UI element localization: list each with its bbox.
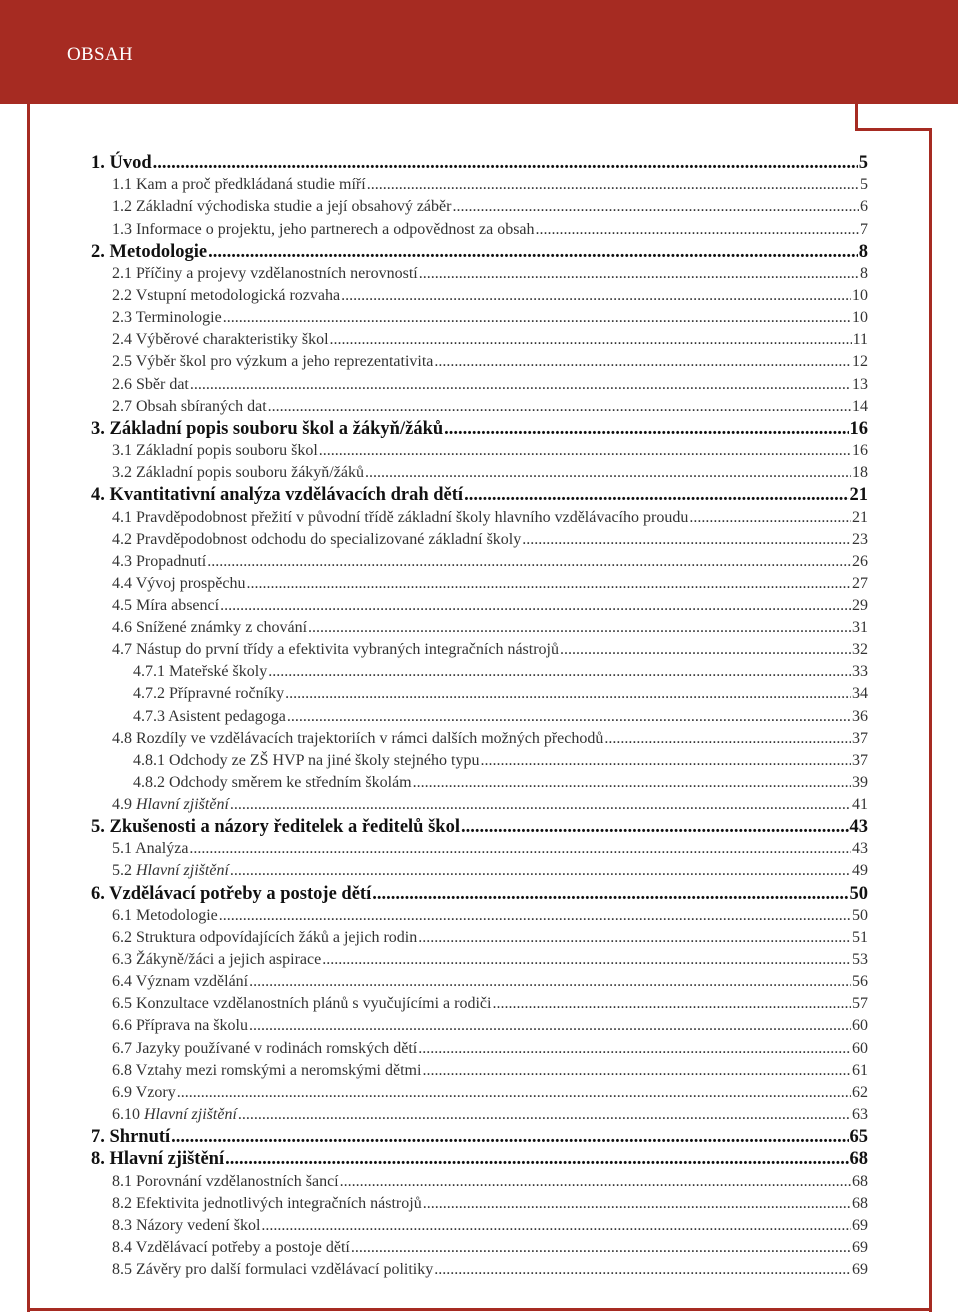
frame-bottom-border bbox=[27, 1308, 932, 1311]
toc-entry-title bbox=[91, 241, 207, 263]
toc-page-number: 68 bbox=[849, 1149, 868, 1170]
toc-dot-leader bbox=[434, 1259, 851, 1281]
toc-section[interactable] bbox=[91, 794, 868, 816]
toc-page-number: 8 bbox=[858, 241, 868, 262]
toc-page-number: 37 bbox=[852, 729, 868, 747]
toc-entry-text: 1.1 Kam a proč předkládaná studie míří bbox=[112, 176, 366, 194]
toc-entry-title bbox=[91, 1126, 170, 1148]
toc-page-number: 27 bbox=[852, 574, 868, 592]
toc-dot-leader bbox=[268, 396, 851, 418]
toc-page-number: 68 bbox=[852, 1172, 868, 1190]
header-band bbox=[0, 0, 958, 104]
toc-entry-text: Hlavní zjištění bbox=[144, 1105, 237, 1123]
toc-entry-title bbox=[112, 219, 535, 241]
toc-dot-leader bbox=[153, 152, 858, 174]
toc-dot-leader bbox=[220, 595, 851, 617]
toc-section[interactable] bbox=[91, 196, 868, 218]
toc-entry-title bbox=[112, 860, 229, 882]
toc-page-number: 16 bbox=[852, 442, 868, 460]
toc-page-number: 21 bbox=[852, 508, 868, 526]
toc-entry-text: 5. Zkušenosti a názory ředitelek a ředitelů škol bbox=[91, 817, 460, 837]
toc-entry-title bbox=[91, 484, 463, 506]
toc-section[interactable] bbox=[91, 462, 868, 484]
toc-entry-text: 6.1 Metodologie bbox=[112, 906, 218, 924]
toc-dot-leader bbox=[246, 573, 851, 595]
toc-entry-text: Hlavní zjištění bbox=[136, 862, 229, 880]
toc-page-number: 12 bbox=[852, 353, 868, 371]
toc-page-number: 53 bbox=[852, 951, 868, 969]
toc-dot-leader bbox=[461, 816, 849, 838]
toc-entry-text: 6.2 Struktura odpovídajících žáků a jejich rodin bbox=[112, 929, 418, 947]
toc-entry-text: 4.8.1 Odchody ze ZŠ HVP na jiné školy stejného typu bbox=[133, 751, 480, 769]
toc-entry-text: 2.5 Výběr škol pro výzkum a jeho reprezentativita bbox=[112, 353, 434, 371]
toc-entry-title bbox=[133, 750, 479, 772]
toc-entry-title bbox=[112, 263, 418, 285]
toc-section[interactable] bbox=[91, 639, 868, 661]
toc-dot-leader bbox=[423, 1193, 851, 1215]
toc-page-number: 69 bbox=[852, 1238, 868, 1256]
toc-entry-title bbox=[112, 196, 451, 218]
toc-section[interactable] bbox=[91, 219, 868, 241]
toc-dot-leader bbox=[268, 661, 851, 683]
toc-subsection[interactable] bbox=[91, 750, 868, 772]
toc-section[interactable] bbox=[91, 374, 868, 396]
toc-section[interactable] bbox=[91, 971, 868, 993]
toc-entry-text: 2. Metodologie bbox=[91, 241, 208, 262]
toc-chapter[interactable] bbox=[91, 1148, 868, 1170]
toc-entry-title bbox=[112, 993, 491, 1015]
toc-entry-text: Hlavní zjištění bbox=[136, 795, 229, 813]
toc-dot-leader bbox=[341, 285, 851, 307]
toc-entry-title bbox=[112, 285, 340, 307]
toc-section[interactable] bbox=[91, 285, 868, 307]
toc-section[interactable] bbox=[91, 1171, 868, 1193]
table-of-contents bbox=[91, 152, 868, 1281]
toc-page-number: 63 bbox=[852, 1105, 868, 1123]
toc-entry-title bbox=[112, 595, 219, 617]
toc-entry-text: 4.8 Rozdíly ve vzdělávacích trajektoriích v rámci dalších možných přechodů bbox=[112, 729, 604, 747]
toc-entry-title bbox=[133, 706, 286, 728]
toc-dot-leader bbox=[219, 905, 851, 927]
toc-dot-leader bbox=[413, 772, 851, 794]
toc-page-number: 57 bbox=[852, 995, 868, 1013]
toc-entry-title bbox=[112, 551, 206, 573]
toc-section[interactable] bbox=[91, 905, 868, 927]
toc-dot-leader bbox=[285, 683, 851, 705]
toc-entry-text: 3.1 Základní popis souboru škol bbox=[112, 442, 318, 460]
toc-entry-title bbox=[112, 396, 267, 418]
toc-section[interactable] bbox=[91, 927, 868, 949]
toc-dot-leader bbox=[536, 219, 859, 241]
toc-page-number: 7 bbox=[860, 220, 868, 238]
toc-page-number: 61 bbox=[852, 1061, 868, 1079]
toc-section[interactable] bbox=[91, 263, 868, 285]
toc-chapter[interactable] bbox=[91, 816, 868, 838]
toc-entry-title bbox=[112, 462, 364, 484]
toc-page-number: 33 bbox=[852, 663, 868, 681]
toc-entry-text: 1.3 Informace o projektu, jeho partnerech a odpovědnost za obsah bbox=[112, 220, 535, 238]
toc-section[interactable] bbox=[91, 595, 868, 617]
toc-page-number: 21 bbox=[849, 485, 868, 506]
toc-dot-leader bbox=[190, 374, 851, 396]
toc-chapter[interactable] bbox=[91, 883, 868, 905]
toc-entry-text: 4.1 Pravděpodobnost přežití v původní třídě základní školy hlavního vzdělávacího proudu bbox=[112, 508, 689, 526]
toc-entry-title bbox=[112, 1193, 422, 1215]
toc-dot-leader bbox=[444, 418, 848, 440]
toc-entry-title bbox=[133, 683, 284, 705]
toc-section[interactable] bbox=[91, 728, 868, 750]
toc-page-number: 36 bbox=[852, 707, 868, 725]
toc-page-number: 18 bbox=[852, 464, 868, 482]
toc-entry-text: 2.3 Terminologie bbox=[112, 309, 222, 327]
toc-section[interactable] bbox=[91, 329, 868, 351]
toc-dot-leader bbox=[464, 484, 848, 506]
toc-page-number: 34 bbox=[852, 685, 868, 703]
toc-dot-leader bbox=[177, 1082, 851, 1104]
toc-section[interactable] bbox=[91, 949, 868, 971]
toc-dot-leader bbox=[480, 750, 851, 772]
toc-dot-leader bbox=[208, 241, 858, 263]
toc-entry-text: 4.8.2 Odchody směrem ke středním školám bbox=[133, 773, 412, 791]
toc-page-number: 43 bbox=[852, 840, 868, 858]
toc-page-number: 49 bbox=[852, 862, 868, 880]
toc-entry-text: 4.3 Propadnutí bbox=[112, 552, 207, 570]
toc-section[interactable] bbox=[91, 838, 868, 860]
toc-section[interactable] bbox=[91, 396, 868, 418]
toc-dot-leader bbox=[492, 993, 851, 1015]
toc-dot-leader bbox=[249, 1015, 851, 1037]
toc-entry-text: 2.4 Výběrové charakteristiky škol bbox=[112, 331, 329, 349]
toc-entry-title bbox=[112, 617, 307, 639]
toc-dot-leader bbox=[261, 1215, 851, 1237]
toc-chapter[interactable] bbox=[91, 1126, 868, 1148]
toc-entry-text: 8.1 Porovnání vzdělanostních šancí bbox=[112, 1172, 339, 1190]
toc-page-number: 10 bbox=[852, 309, 868, 327]
toc-entry-title bbox=[91, 816, 460, 838]
toc-entry-title bbox=[91, 152, 152, 174]
toc-dot-leader bbox=[322, 949, 851, 971]
toc-entry-text: 6. Vzdělávací potřeby a postoje dětí bbox=[91, 883, 372, 904]
toc-entry-text: 8.5 Závěry pro další formulaci vzdělávací politiky bbox=[112, 1261, 434, 1279]
toc-dot-leader bbox=[419, 263, 859, 285]
toc-entry-title bbox=[112, 440, 318, 462]
toc-entry-number: 6.10 bbox=[112, 1105, 144, 1123]
toc-entry-text: 4.7.2 Přípravné ročníky bbox=[133, 685, 285, 703]
toc-dot-leader bbox=[418, 927, 851, 949]
frame-notch-horizontal bbox=[855, 128, 932, 131]
toc-entry-title bbox=[91, 1148, 224, 1170]
toc-chapter[interactable] bbox=[91, 152, 868, 174]
toc-entry-title bbox=[112, 507, 688, 529]
toc-entry-text: 1. Úvod bbox=[91, 153, 152, 173]
toc-dot-leader bbox=[365, 462, 851, 484]
toc-dot-leader bbox=[434, 351, 851, 373]
toc-entry-title bbox=[112, 1015, 248, 1037]
toc-page-number: 50 bbox=[852, 906, 868, 924]
toc-entry-text: 1.2 Základní východiska studie a její obsahový záběr bbox=[112, 198, 452, 216]
frame-right-border bbox=[929, 128, 932, 1312]
toc-entry-text: 2.6 Sběr dat bbox=[112, 375, 189, 393]
toc-dot-leader bbox=[422, 1060, 851, 1082]
toc-entry-title bbox=[112, 728, 603, 750]
toc-page-number: 11 bbox=[852, 331, 868, 349]
toc-page-number: 60 bbox=[852, 1017, 868, 1035]
toc-section[interactable] bbox=[91, 993, 868, 1015]
toc-entry-title bbox=[112, 1237, 350, 1259]
toc-entry-title bbox=[112, 794, 229, 816]
toc-page-number: 60 bbox=[852, 1039, 868, 1057]
frame-notch-vertical bbox=[855, 104, 858, 131]
toc-page-number: 6 bbox=[860, 198, 868, 216]
toc-page-number: 23 bbox=[852, 530, 868, 548]
toc-dot-leader bbox=[330, 329, 852, 351]
toc-section[interactable] bbox=[91, 507, 868, 529]
toc-page-number: 32 bbox=[852, 641, 868, 659]
toc-entry-text: 2.1 Příčiny a projevy vzdělanostních nerovností bbox=[112, 265, 418, 283]
toc-section[interactable] bbox=[91, 1215, 868, 1237]
toc-entry-number: 5.2 bbox=[112, 862, 136, 880]
toc-dot-leader bbox=[522, 529, 851, 551]
toc-section[interactable] bbox=[91, 1193, 868, 1215]
toc-entry-title bbox=[112, 329, 329, 351]
toc-entry-title bbox=[112, 1104, 237, 1126]
toc-entry-text: 4.2 Pravděpodobnost odchodu do specializované základní školy bbox=[112, 530, 522, 548]
toc-entry-title bbox=[112, 351, 433, 373]
toc-dot-leader bbox=[367, 174, 859, 196]
toc-entry-text: 3. Základní popis souboru škol a žákyň/žáků bbox=[91, 418, 444, 439]
toc-dot-leader bbox=[372, 883, 848, 905]
toc-entry-text: 6.7 Jazyky používané v rodinách romských dětí bbox=[112, 1039, 418, 1057]
toc-section[interactable] bbox=[91, 1259, 868, 1281]
frame-left-border bbox=[27, 104, 30, 1312]
toc-entry-text: 8.2 Efektivita jednotlivých integračních nástrojů bbox=[112, 1194, 422, 1212]
toc-entry-title bbox=[112, 529, 521, 551]
toc-page-number: 26 bbox=[852, 552, 868, 570]
toc-entry-title bbox=[112, 949, 321, 971]
toc-entry-text: 4.6 Snížené známky z chování bbox=[112, 619, 308, 637]
toc-page-number: 5 bbox=[858, 153, 868, 173]
toc-dot-leader bbox=[351, 1237, 851, 1259]
toc-entry-title bbox=[112, 927, 417, 949]
toc-entry-text: 4.7.3 Asistent pedagoga bbox=[133, 707, 286, 725]
toc-page-number: 43 bbox=[849, 817, 868, 837]
toc-page-number: 37 bbox=[852, 751, 868, 769]
toc-entry-text: 4.5 Míra absencí bbox=[112, 597, 220, 615]
toc-page-number: 69 bbox=[852, 1216, 868, 1234]
toc-entry-text: 4.7.1 Mateřské školy bbox=[133, 663, 268, 681]
toc-section[interactable] bbox=[91, 307, 868, 329]
toc-page-number: 62 bbox=[852, 1083, 868, 1101]
toc-entry-title bbox=[91, 418, 443, 440]
toc-page-number: 69 bbox=[852, 1261, 868, 1279]
toc-section[interactable] bbox=[91, 1015, 868, 1037]
toc-subsection[interactable] bbox=[91, 661, 868, 683]
toc-page-number: 39 bbox=[852, 773, 868, 791]
toc-entry-title bbox=[112, 838, 188, 860]
toc-entry-title bbox=[112, 1171, 339, 1193]
toc-entry-text: 6.6 Příprava na školu bbox=[112, 1017, 248, 1035]
toc-entry-title bbox=[133, 661, 267, 683]
toc-section[interactable] bbox=[91, 1060, 868, 1082]
toc-entry-text: 4. Kvantitativní analýza vzdělávacích drah dětí bbox=[91, 485, 464, 506]
toc-section[interactable] bbox=[91, 351, 868, 373]
toc-dot-leader bbox=[418, 1038, 851, 1060]
toc-page-number: 10 bbox=[852, 287, 868, 305]
toc-section[interactable] bbox=[91, 1237, 868, 1259]
toc-page-number: 8 bbox=[860, 265, 868, 283]
toc-dot-leader bbox=[319, 440, 851, 462]
toc-chapter[interactable] bbox=[91, 484, 868, 506]
toc-entry-title bbox=[133, 772, 412, 794]
toc-dot-leader bbox=[560, 639, 851, 661]
toc-dot-leader bbox=[238, 1104, 851, 1126]
toc-entry-number: 4.9 bbox=[112, 795, 136, 813]
toc-entry-title bbox=[112, 1060, 421, 1082]
toc-entry-title bbox=[112, 374, 189, 396]
toc-subsection[interactable] bbox=[91, 772, 868, 794]
toc-page-number: 41 bbox=[852, 795, 868, 813]
toc-section[interactable] bbox=[91, 1082, 868, 1104]
toc-entry-text: 3.2 Základní popis souboru žákyň/žáků bbox=[112, 464, 364, 482]
toc-page-number: 29 bbox=[852, 597, 868, 615]
toc-dot-leader bbox=[171, 1126, 848, 1148]
toc-entry-text: 4.4 Vývoj prospěchu bbox=[112, 574, 246, 592]
toc-page-number: 14 bbox=[852, 397, 868, 415]
toc-section[interactable] bbox=[91, 617, 868, 639]
toc-entry-text: 6.5 Konzultace vzdělanostních plánů s vyučujícími a rodiči bbox=[112, 995, 492, 1013]
toc-subsection[interactable] bbox=[91, 706, 868, 728]
toc-section[interactable] bbox=[91, 860, 868, 882]
toc-entry-text: 6.4 Význam vzdělání bbox=[112, 973, 249, 991]
toc-dot-leader bbox=[689, 507, 851, 529]
toc-entry-text: 8.4 Vzdělávací potřeby a postoje dětí bbox=[112, 1238, 350, 1256]
toc-entry-text: 5.1 Analýza bbox=[112, 840, 189, 858]
toc-entry-text: 8.3 Názory vedení škol bbox=[112, 1216, 261, 1234]
toc-page-number: 56 bbox=[852, 973, 868, 991]
toc-page-number: 5 bbox=[860, 176, 868, 194]
toc-dot-leader bbox=[249, 971, 851, 993]
toc-chapter[interactable] bbox=[91, 418, 868, 440]
toc-entry-title bbox=[91, 883, 371, 905]
toc-section[interactable] bbox=[91, 551, 868, 573]
toc-dot-leader bbox=[230, 860, 851, 882]
toc-dot-leader bbox=[230, 794, 851, 816]
toc-entry-title bbox=[112, 1038, 417, 1060]
toc-page-number: 13 bbox=[852, 375, 868, 393]
page-title: OBSAH bbox=[67, 44, 133, 65]
toc-dot-leader bbox=[225, 1148, 848, 1170]
toc-dot-leader bbox=[287, 706, 851, 728]
toc-chapter[interactable] bbox=[91, 241, 868, 263]
toc-entry-title bbox=[112, 1082, 176, 1104]
toc-entry-text: 8. Hlavní zjištění bbox=[91, 1149, 225, 1170]
toc-dot-leader bbox=[452, 196, 859, 218]
toc-entry-text: 6.3 Žákyně/žáci a jejich aspirace bbox=[112, 951, 322, 969]
toc-section[interactable] bbox=[91, 1038, 868, 1060]
toc-page-number: 31 bbox=[852, 619, 868, 637]
toc-entry-title bbox=[112, 971, 248, 993]
toc-entry-text: 2.7 Obsah sbíraných dat bbox=[112, 397, 267, 415]
toc-dot-leader bbox=[207, 551, 851, 573]
toc-dot-leader bbox=[308, 617, 851, 639]
toc-section[interactable] bbox=[91, 1104, 868, 1126]
toc-entry-title bbox=[112, 1215, 260, 1237]
toc-entry-title bbox=[112, 905, 218, 927]
toc-section[interactable] bbox=[91, 529, 868, 551]
toc-subsection[interactable] bbox=[91, 683, 868, 705]
toc-entry-text: 2.2 Vstupní metodologická rozvaha bbox=[112, 287, 341, 305]
toc-section[interactable] bbox=[91, 174, 868, 196]
toc-section[interactable] bbox=[91, 573, 868, 595]
toc-page-number: 16 bbox=[849, 418, 868, 439]
toc-page-number: 51 bbox=[852, 929, 868, 947]
toc-entry-text: 6.8 Vztahy mezi romskými a neromskými dětmi bbox=[112, 1061, 422, 1079]
toc-entry-title bbox=[112, 573, 245, 595]
toc-entry-title bbox=[112, 174, 366, 196]
toc-dot-leader bbox=[604, 728, 851, 750]
toc-page-number: 50 bbox=[849, 883, 868, 904]
toc-entry-text: 7. Shrnutí bbox=[91, 1126, 171, 1147]
toc-page-number: 68 bbox=[852, 1194, 868, 1212]
toc-entry-text: 4.7 Nástup do první třídy a efektivita vybraných integračních nástrojů bbox=[112, 641, 559, 659]
toc-section[interactable] bbox=[91, 440, 868, 462]
toc-entry-title bbox=[112, 639, 559, 661]
toc-page-number: 65 bbox=[849, 1126, 868, 1147]
toc-entry-text: 6.9 Vzory bbox=[112, 1083, 176, 1101]
toc-dot-leader bbox=[340, 1171, 851, 1193]
toc-entry-title bbox=[112, 1259, 433, 1281]
toc-dot-leader bbox=[223, 307, 851, 329]
toc-dot-leader bbox=[189, 838, 851, 860]
toc-entry-title bbox=[112, 307, 222, 329]
